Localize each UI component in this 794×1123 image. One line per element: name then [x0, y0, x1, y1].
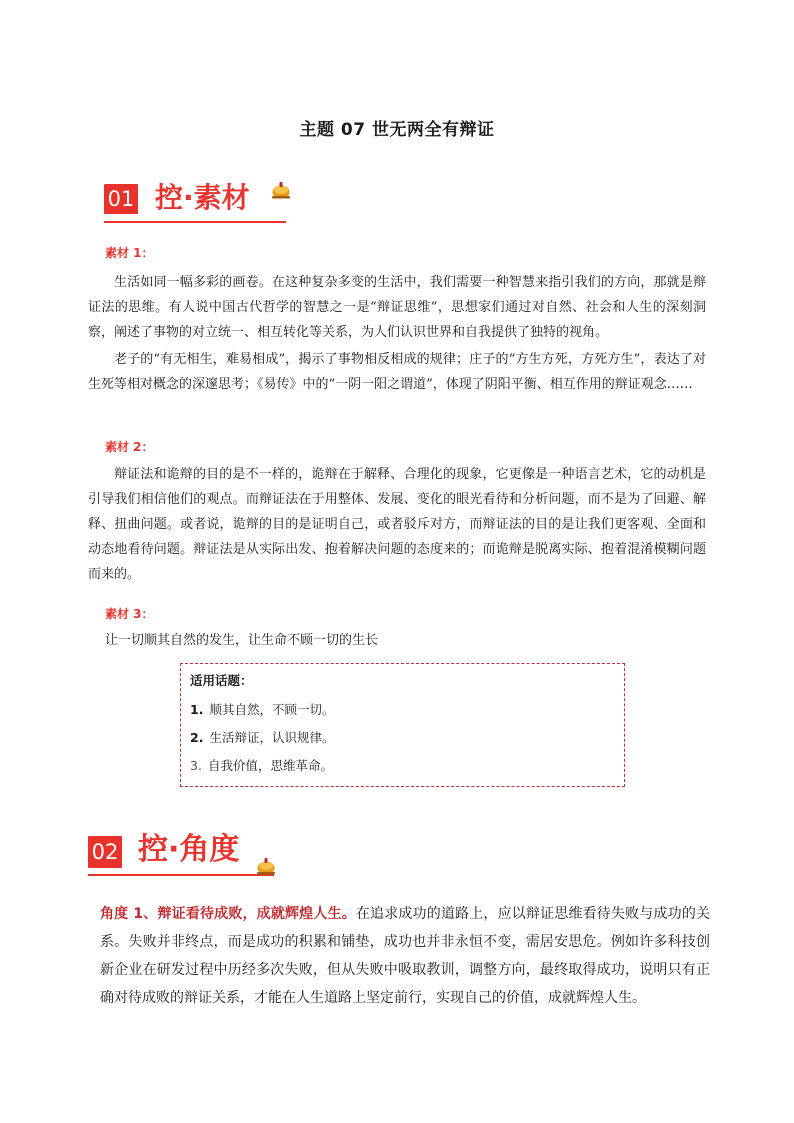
material-1-paragraph-2: 老子的“有无相生，难易相成”，揭示了事物相反相成的规律；庄子的“方生方死，方死方生”，表达了对生死等相对概念的深邃思考；《易传》中的“一阴一阳之谓道”，体现了阴阳平衡、相互作用的辩证观念……: [88, 352, 706, 392]
angle-1-lead: 角度 1、辩证看待成败，成就辉煌人生。: [100, 906, 356, 922]
pot-icon: [256, 856, 276, 876]
section-underline: [104, 221, 286, 223]
topics-title: 适用话题：: [190, 673, 253, 688]
topic-item: 3. 自我价值，思维革命。: [190, 758, 333, 773]
section-header-angles: [88, 830, 278, 882]
section-number: 01: [104, 184, 138, 214]
angle-1-paragraph: [100, 900, 710, 1012]
section-title: 控·素材: [155, 181, 250, 214]
topic-item: 1. 顺其自然，不顾一切。: [190, 702, 335, 717]
topic-item: 2. 生活辩证，认识规律。: [190, 730, 335, 745]
section-underline: [88, 874, 274, 876]
pot-icon: [271, 180, 291, 200]
angle-1-body: 在追求成功的道路上，应以辩证思维看待失败与成功的关系。失败并非终点，而是成功的积累和铺垫，成功也并非永恒不变，需居安思危。例如许多科技创新企业在研发过程中历经多次失败，但从失败中吸取教训，调整方向，最终取得成功，说明只有正确对待成败的辩证关系，才能在人生道路上坚定前行，实现自己的价值，成就辉煌人生。: [100, 906, 710, 1006]
material-3-text: 让一切顺其自然的发生，让生命不顾一切的生长: [105, 633, 379, 648]
material-1-label: 素材 1：: [105, 246, 154, 260]
page-title: 主题 07 世无两全有辩证: [299, 120, 495, 140]
section-header-materials: [104, 178, 289, 230]
material-1-paragraph-1: 生活如同一幅多彩的画卷。在这种复杂多变的生活中，我们需要一种智慧来指引我们的方向，那就是辩证法的思维。有人说中国古代哲学的智慧之一是“辩证思维”，思想家们通过对自然、社会和人生的深刻洞察，阐述了事物的对立统一、相互转化等关系，为人们认识世界和自我提供了独特的视角。: [88, 275, 706, 340]
material-3-label: 素材 3：: [105, 607, 154, 621]
section-title: 控·角度: [138, 832, 240, 867]
material-2-label: 素材 2：: [105, 440, 154, 454]
material-2-paragraph: 辩证法和诡辩的目的是不一样的，诡辩在于解释、合理化的现象，它更像是一种语言艺术，它的动机是引导我们相信他们的观点。而辩证法在于用整体、发展、变化的眼光看待和分析问题，而不是为了回避、解释、扭曲问题。或者说，诡辩的目的是证明自己，或者驳斥对方，而辩证法的目的是让我们更客观、全面和动态地看待问题。辩证法是从实际出发、抱着解决问题的态度来的；而诡辩是脱离实际、抱着混淆模糊问题而来的。: [88, 467, 706, 582]
applicable-topics-box: [180, 663, 625, 787]
section-number: 02: [88, 836, 122, 868]
